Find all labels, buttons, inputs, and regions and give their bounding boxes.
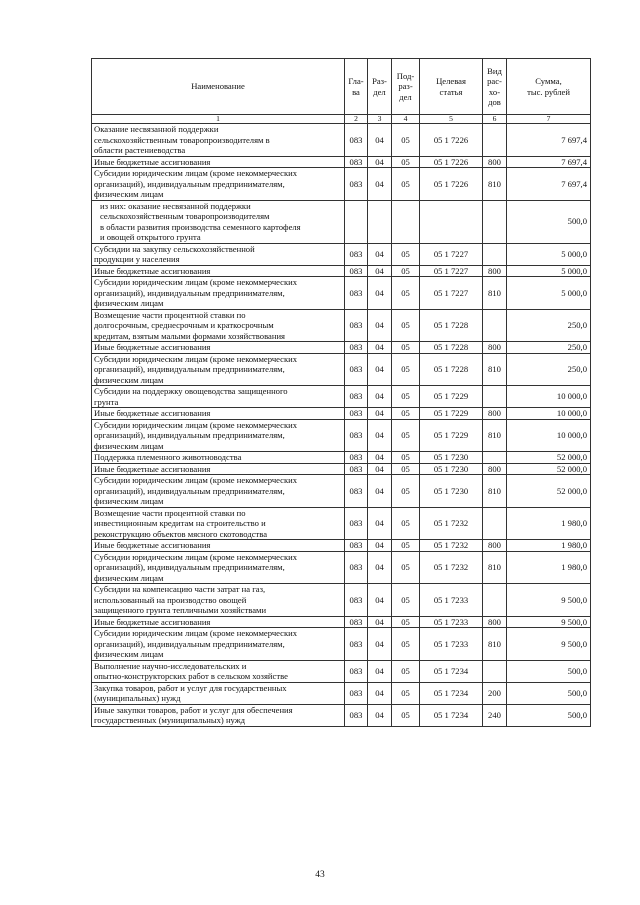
page-number: 43: [315, 870, 325, 880]
row-name: Возмещение части процентной ставки по долгосрочным, среднесрочным и краткосрочным кредитам, взятым малыми формами хозяйствования: [92, 309, 345, 342]
row-name: Субсидии юридическим лицам (кроме некоммерческих организаций), индивидуальным предпринимателям, физическим лицам: [92, 628, 345, 661]
row-target-article: 05 1 7228: [420, 309, 483, 342]
row-chapter: 083: [345, 243, 368, 265]
row-amount: 7 697,4: [507, 156, 591, 168]
table-row: [92, 277, 591, 310]
row-chapter: 083: [345, 551, 368, 584]
row-section: 04: [368, 419, 392, 452]
row-name: Субсидии юридическим лицам (кроме некоммерческих организаций), индивидуальным предпринимателям, физическим лицам: [92, 353, 345, 386]
row-subsection: 05: [392, 507, 420, 540]
table-row: [92, 386, 591, 408]
row-name: Возмещение части процентной ставки по инвестиционным кредитам на строительство и реконструкцию объектов мясного скотоводства: [92, 507, 345, 540]
table-row: [92, 660, 591, 682]
row-name: Закупка товаров, работ и услуг для государственных (муниципальных) нужд: [92, 682, 345, 704]
row-target-article: 05 1 7234: [420, 704, 483, 726]
row-chapter: [345, 200, 368, 243]
table-row: [92, 507, 591, 540]
row-section: 04: [368, 156, 392, 168]
row-name: Иные бюджетные ассигнования: [92, 342, 345, 354]
row-subsection: 05: [392, 475, 420, 508]
row-amount: 5 000,0: [507, 265, 591, 277]
row-target-article: 05 1 7229: [420, 386, 483, 408]
row-section: 04: [368, 540, 392, 552]
row-expense-type: 800: [483, 616, 507, 628]
row-chapter: 083: [345, 156, 368, 168]
row-section: 04: [368, 277, 392, 310]
row-expense-type: [483, 124, 507, 157]
row-name: Субсидии юридическим лицам (кроме некоммерческих организаций), индивидуальным предпринимателям, физическим лицам: [92, 475, 345, 508]
row-section: 04: [368, 584, 392, 617]
table-row: [92, 156, 591, 168]
row-subsection: 05: [392, 243, 420, 265]
row-target-article: 05 1 7230: [420, 475, 483, 508]
row-name: Субсидии на компенсацию части затрат на газ, использованный на производство овощей защищенного грунта тепличными хозяйствами: [92, 584, 345, 617]
row-section: 04: [368, 475, 392, 508]
table-row: [92, 551, 591, 584]
row-subsection: 05: [392, 408, 420, 420]
row-name: Субсидии юридическим лицам (кроме некоммерческих организаций), индивидуальным предпринимателям, физическим лицам: [92, 277, 345, 310]
row-chapter: 083: [345, 168, 368, 201]
row-expense-type: 800: [483, 156, 507, 168]
row-target-article: 05 1 7227: [420, 265, 483, 277]
row-target-article: 05 1 7232: [420, 551, 483, 584]
row-amount: 52 000,0: [507, 463, 591, 475]
header-row: [92, 59, 591, 115]
row-subsection: 05: [392, 419, 420, 452]
row-expense-type: 800: [483, 540, 507, 552]
row-name: Оказание несвязанной поддержки сельскохозяйственным товаропроизводителям в области растениеводства: [92, 124, 345, 157]
row-subsection: 05: [392, 584, 420, 617]
row-subsection: 05: [392, 704, 420, 726]
row-expense-type: 800: [483, 463, 507, 475]
row-chapter: 083: [345, 540, 368, 552]
row-chapter: 083: [345, 124, 368, 157]
row-expense-type: 240: [483, 704, 507, 726]
row-expense-type: 810: [483, 551, 507, 584]
row-name: из них: оказание несвязанной поддержки сельскохозяйственным товаропроизводителям в области развития производства семенного картофеля и овощей открытого грунта: [92, 200, 345, 243]
row-subsection: 05: [392, 386, 420, 408]
row-target-article: 05 1 7228: [420, 342, 483, 354]
row-subsection: 05: [392, 277, 420, 310]
row-expense-type: [483, 507, 507, 540]
row-target-article: 05 1 7230: [420, 463, 483, 475]
row-chapter: 083: [345, 408, 368, 420]
row-section: 04: [368, 682, 392, 704]
row-chapter: 083: [345, 507, 368, 540]
row-section: 04: [368, 704, 392, 726]
row-target-article: 05 1 7226: [420, 156, 483, 168]
row-chapter: 083: [345, 353, 368, 386]
row-section: 04: [368, 168, 392, 201]
row-subsection: 05: [392, 156, 420, 168]
header-expense-type: Вид рас- хо- дов: [483, 59, 507, 115]
row-expense-type: 810: [483, 419, 507, 452]
row-name: Субсидии юридическим лицам (кроме некоммерческих организаций), индивидуальным предпринимателям, физическим лицам: [92, 168, 345, 201]
row-amount: 1 980,0: [507, 507, 591, 540]
row-target-article: 05 1 7232: [420, 507, 483, 540]
row-target-article: [420, 200, 483, 243]
table-row: [92, 265, 591, 277]
row-section: 04: [368, 243, 392, 265]
row-expense-type: 810: [483, 168, 507, 201]
row-target-article: 05 1 7229: [420, 408, 483, 420]
row-section: 04: [368, 309, 392, 342]
row-section: 04: [368, 660, 392, 682]
column-index: 5: [420, 115, 483, 124]
row-chapter: 083: [345, 419, 368, 452]
row-expense-type: [483, 309, 507, 342]
row-section: 04: [368, 463, 392, 475]
table-row: [92, 704, 591, 726]
row-subsection: 05: [392, 452, 420, 464]
row-name: Субсидии юридическим лицам (кроме некоммерческих организаций), индивидуальным предпринимателям, физическим лицам: [92, 551, 345, 584]
row-section: 04: [368, 353, 392, 386]
row-amount: 52 000,0: [507, 452, 591, 464]
table-row: [92, 628, 591, 661]
row-expense-type: 200: [483, 682, 507, 704]
row-name: Субсидии юридическим лицам (кроме некоммерческих организаций), индивидуальным предпринимателям, физическим лицам: [92, 419, 345, 452]
row-name: Иные закупки товаров, работ и услуг для обеспечения государственных (муниципальных) нужд: [92, 704, 345, 726]
row-expense-type: [483, 584, 507, 617]
row-target-article: 05 1 7229: [420, 419, 483, 452]
row-name: Поддержка племенного животноводства: [92, 452, 345, 464]
row-expense-type: 810: [483, 475, 507, 508]
row-chapter: 083: [345, 682, 368, 704]
row-expense-type: 810: [483, 277, 507, 310]
row-section: [368, 200, 392, 243]
budget-table: [91, 58, 591, 727]
table-row: [92, 309, 591, 342]
row-chapter: 083: [345, 277, 368, 310]
header-name: Наименование: [92, 59, 345, 115]
row-subsection: 05: [392, 309, 420, 342]
table-row: [92, 475, 591, 508]
row-amount: 250,0: [507, 353, 591, 386]
column-index: 7: [507, 115, 591, 124]
column-index: 3: [368, 115, 392, 124]
row-name: Выполнение научно-исследовательских и опытно-конструкторских работ в сельском хозяйстве: [92, 660, 345, 682]
row-expense-type: 810: [483, 353, 507, 386]
row-section: 04: [368, 616, 392, 628]
row-chapter: 083: [345, 452, 368, 464]
row-amount: 5 000,0: [507, 277, 591, 310]
row-amount: 7 697,4: [507, 168, 591, 201]
row-expense-type: 800: [483, 265, 507, 277]
row-target-article: 05 1 7233: [420, 616, 483, 628]
row-amount: 10 000,0: [507, 408, 591, 420]
row-amount: 1 980,0: [507, 551, 591, 584]
row-name: Субсидии на закупку сельскохозяйственной продукции у населения: [92, 243, 345, 265]
row-target-article: 05 1 7232: [420, 540, 483, 552]
table-row: [92, 463, 591, 475]
row-target-article: 05 1 7234: [420, 682, 483, 704]
row-section: 04: [368, 386, 392, 408]
row-chapter: 083: [345, 386, 368, 408]
row-subsection: 05: [392, 628, 420, 661]
row-section: 04: [368, 342, 392, 354]
row-amount: 9 500,0: [507, 628, 591, 661]
header-chapter: Гла- ва: [345, 59, 368, 115]
header-subsection: Под- раз- дел: [392, 59, 420, 115]
row-amount: 500,0: [507, 704, 591, 726]
row-subsection: 05: [392, 540, 420, 552]
table-row: [92, 200, 591, 243]
row-name: Субсидии на поддержку овощеводства защищенного грунта: [92, 386, 345, 408]
header-target-article: Целевая статья: [420, 59, 483, 115]
row-subsection: 05: [392, 551, 420, 584]
row-amount: 5 000,0: [507, 243, 591, 265]
table-row: [92, 584, 591, 617]
table-row: [92, 408, 591, 420]
row-chapter: 083: [345, 265, 368, 277]
row-expense-type: [483, 386, 507, 408]
table-row: [92, 419, 591, 452]
row-expense-type: [483, 243, 507, 265]
row-target-article: 05 1 7227: [420, 243, 483, 265]
row-expense-type: [483, 660, 507, 682]
row-amount: 7 697,4: [507, 124, 591, 157]
row-chapter: 083: [345, 628, 368, 661]
row-section: 04: [368, 551, 392, 584]
row-amount: 52 000,0: [507, 475, 591, 508]
row-target-article: 05 1 7234: [420, 660, 483, 682]
row-chapter: 083: [345, 616, 368, 628]
row-name: Иные бюджетные ассигнования: [92, 616, 345, 628]
row-amount: 250,0: [507, 309, 591, 342]
row-section: 04: [368, 265, 392, 277]
table-row: [92, 452, 591, 464]
row-expense-type: [483, 452, 507, 464]
row-name: Иные бюджетные ассигнования: [92, 265, 345, 277]
row-target-article: 05 1 7233: [420, 584, 483, 617]
row-amount: 500,0: [507, 660, 591, 682]
column-index-row: [92, 115, 591, 124]
table-row: [92, 616, 591, 628]
table-row: [92, 243, 591, 265]
row-subsection: 05: [392, 682, 420, 704]
row-subsection: 05: [392, 353, 420, 386]
row-amount: 10 000,0: [507, 419, 591, 452]
row-amount: 500,0: [507, 200, 591, 243]
row-target-article: 05 1 7230: [420, 452, 483, 464]
row-subsection: [392, 200, 420, 243]
row-section: 04: [368, 507, 392, 540]
row-expense-type: [483, 200, 507, 243]
row-name: Иные бюджетные ассигнования: [92, 540, 345, 552]
row-chapter: 083: [345, 342, 368, 354]
row-amount: 10 000,0: [507, 386, 591, 408]
column-index: 4: [392, 115, 420, 124]
row-chapter: 083: [345, 463, 368, 475]
row-target-article: 05 1 7233: [420, 628, 483, 661]
row-amount: 9 500,0: [507, 584, 591, 617]
row-amount: 500,0: [507, 682, 591, 704]
row-target-article: 05 1 7226: [420, 168, 483, 201]
row-section: 04: [368, 628, 392, 661]
row-chapter: 083: [345, 475, 368, 508]
row-amount: 9 500,0: [507, 616, 591, 628]
row-subsection: 05: [392, 616, 420, 628]
row-subsection: 05: [392, 342, 420, 354]
row-section: 04: [368, 408, 392, 420]
column-index: 2: [345, 115, 368, 124]
row-chapter: 083: [345, 660, 368, 682]
column-index: 1: [92, 115, 345, 124]
table-row: [92, 168, 591, 201]
row-amount: 250,0: [507, 342, 591, 354]
table-row: [92, 540, 591, 552]
row-name: Иные бюджетные ассигнования: [92, 463, 345, 475]
row-chapter: 083: [345, 309, 368, 342]
table-row: [92, 353, 591, 386]
row-subsection: 05: [392, 124, 420, 157]
header-amount: Сумма, тыс. рублей: [507, 59, 591, 115]
table-row: [92, 682, 591, 704]
row-subsection: 05: [392, 660, 420, 682]
row-amount: 1 980,0: [507, 540, 591, 552]
row-subsection: 05: [392, 265, 420, 277]
row-name: Иные бюджетные ассигнования: [92, 408, 345, 420]
row-target-article: 05 1 7228: [420, 353, 483, 386]
row-expense-type: 800: [483, 408, 507, 420]
row-name: Иные бюджетные ассигнования: [92, 156, 345, 168]
column-index: 6: [483, 115, 507, 124]
row-section: 04: [368, 452, 392, 464]
header-section: Раз- дел: [368, 59, 392, 115]
row-expense-type: 810: [483, 628, 507, 661]
row-chapter: 083: [345, 584, 368, 617]
table-row: [92, 124, 591, 157]
row-target-article: 05 1 7226: [420, 124, 483, 157]
row-target-article: 05 1 7227: [420, 277, 483, 310]
table-row: [92, 342, 591, 354]
row-section: 04: [368, 124, 392, 157]
table-body: [92, 124, 591, 727]
row-subsection: 05: [392, 168, 420, 201]
row-subsection: 05: [392, 463, 420, 475]
row-expense-type: 800: [483, 342, 507, 354]
row-chapter: 083: [345, 704, 368, 726]
